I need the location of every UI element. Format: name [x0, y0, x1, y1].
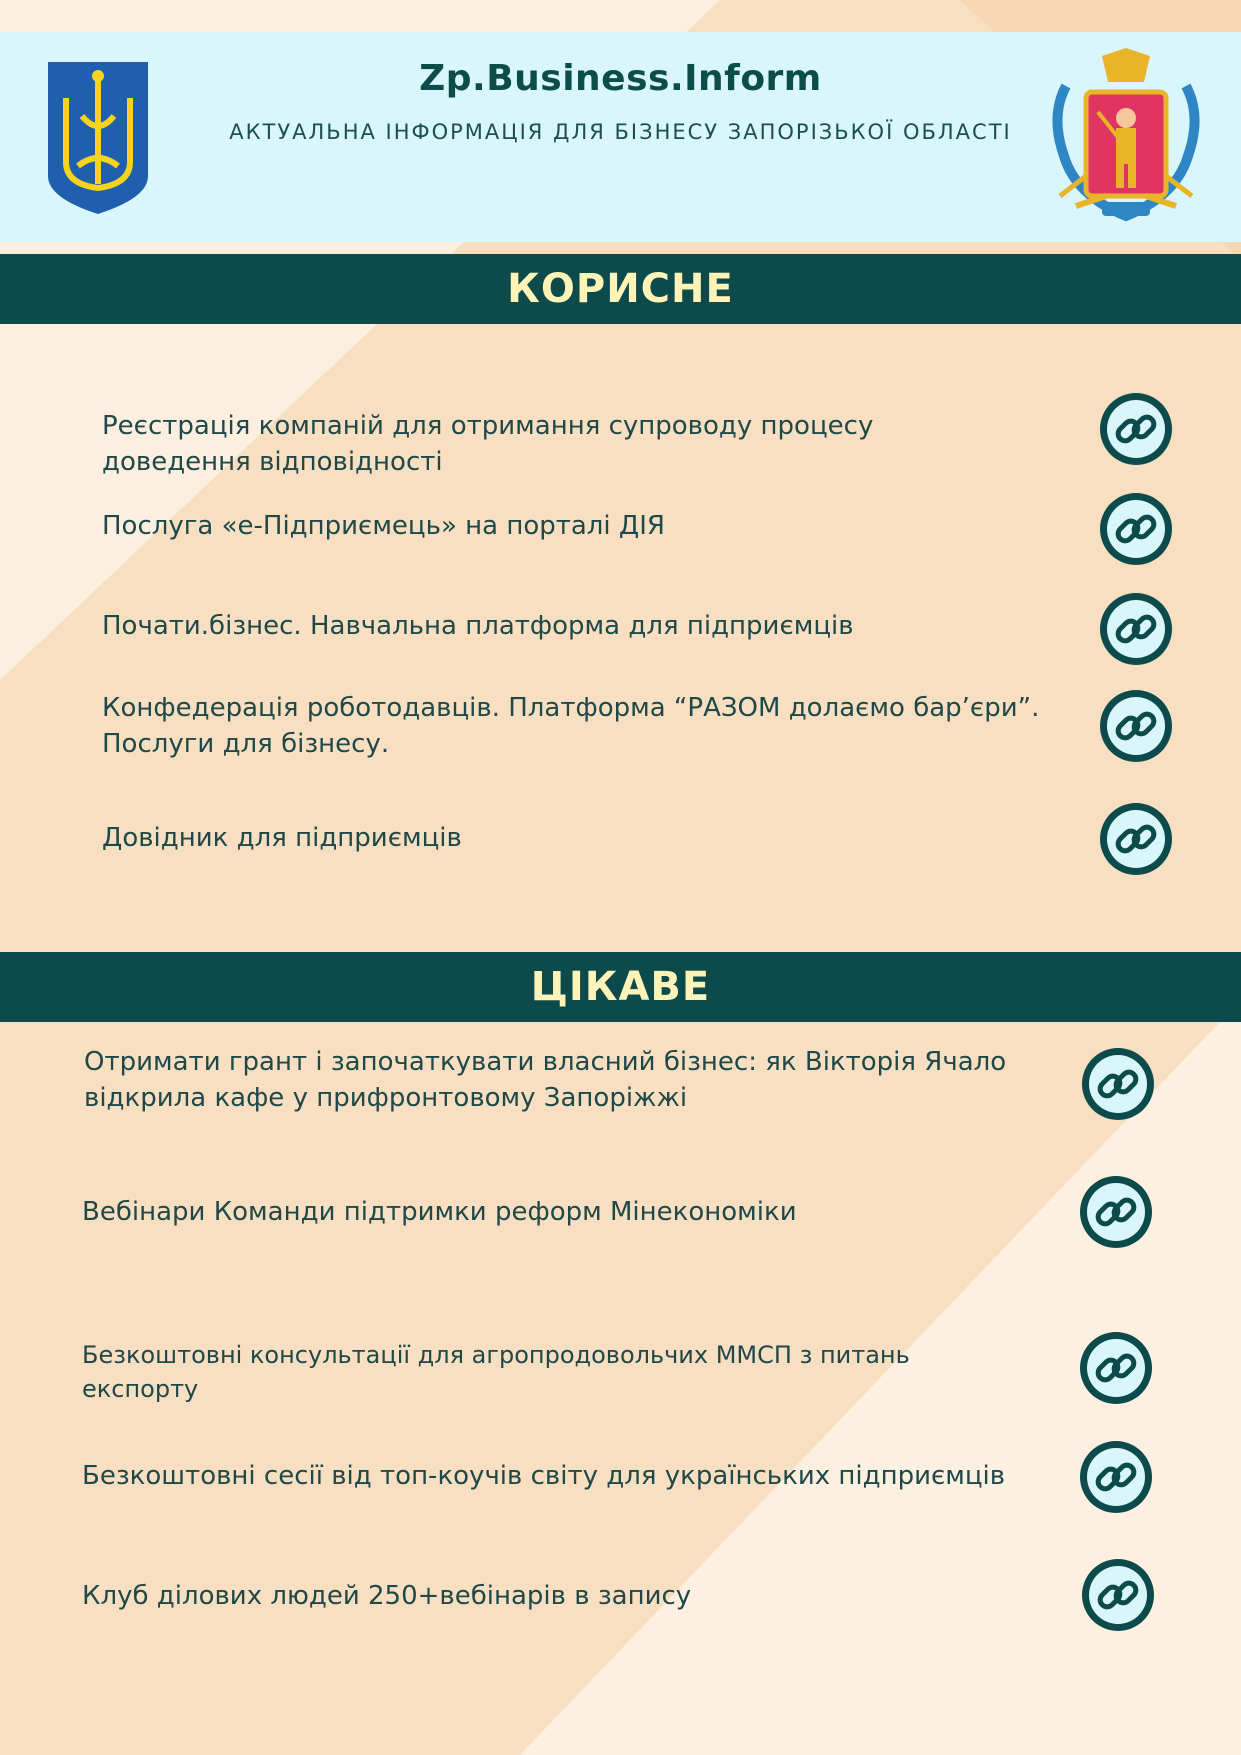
link-icon[interactable]	[1082, 1559, 1154, 1631]
section-title-interesting: ЦІКАВЕ	[530, 964, 711, 1010]
link-icon[interactable]	[1100, 690, 1172, 762]
link-icon[interactable]	[1080, 1441, 1152, 1513]
section-header-interesting	[0, 952, 1241, 1022]
zaporizhzhia-region-emblem	[1046, 46, 1206, 228]
link-icon[interactable]	[1100, 393, 1172, 465]
interesting-item[interactable]: Клуб ділових людей 250+вебінарів в запису	[82, 1581, 692, 1611]
interesting-item[interactable]: Вебінари Команди підтримки реформ Мінекономіки	[82, 1197, 797, 1227]
link-icon[interactable]	[1082, 1048, 1154, 1120]
useful-item[interactable]: Реєстрація компаній для отримання супроводу процесу доведення відповідності	[102, 411, 874, 477]
section-title-useful: КОРИСНЕ	[507, 266, 734, 312]
link-icon[interactable]	[1100, 493, 1172, 565]
link-icon[interactable]	[1100, 803, 1172, 875]
link-icon[interactable]	[1080, 1176, 1152, 1248]
link-icon[interactable]	[1080, 1332, 1152, 1404]
section-header-useful	[0, 254, 1241, 324]
useful-item[interactable]: Конфедерація роботодавців. Платформа “РАЗОМ долаємо бар’єри”. Послуги для бізнесу.	[102, 693, 1040, 759]
interesting-item[interactable]: Отримати грант і започаткувати власний бізнес: як Вікторія Ячало відкрила кафе у прифронтовому Запоріжжі	[84, 1047, 1007, 1113]
site-subtitle: АКТУАЛЬНА ІНФОРМАЦІЯ ДЛЯ БІЗНЕСУ ЗАПОРІЗЬКОЇ ОБЛАСТІ	[229, 120, 1012, 144]
site-title: Zp.Business.Inform	[419, 58, 822, 99]
useful-item[interactable]: Почати.бізнес. Навчальна платформа для підприємців	[102, 611, 854, 641]
interesting-item[interactable]: Безкоштовні сесії від топ-коучів світу для українських підприємців	[82, 1461, 1006, 1491]
useful-item[interactable]: Послуга «е-Підприємець» на порталі ДІЯ	[102, 511, 665, 541]
link-icon[interactable]	[1100, 593, 1172, 665]
interesting-item[interactable]: Безкоштовні консультації для агропродовольчих ММСП з питань експорту	[82, 1341, 910, 1403]
useful-item[interactable]: Довідник для підприємців	[102, 823, 462, 853]
